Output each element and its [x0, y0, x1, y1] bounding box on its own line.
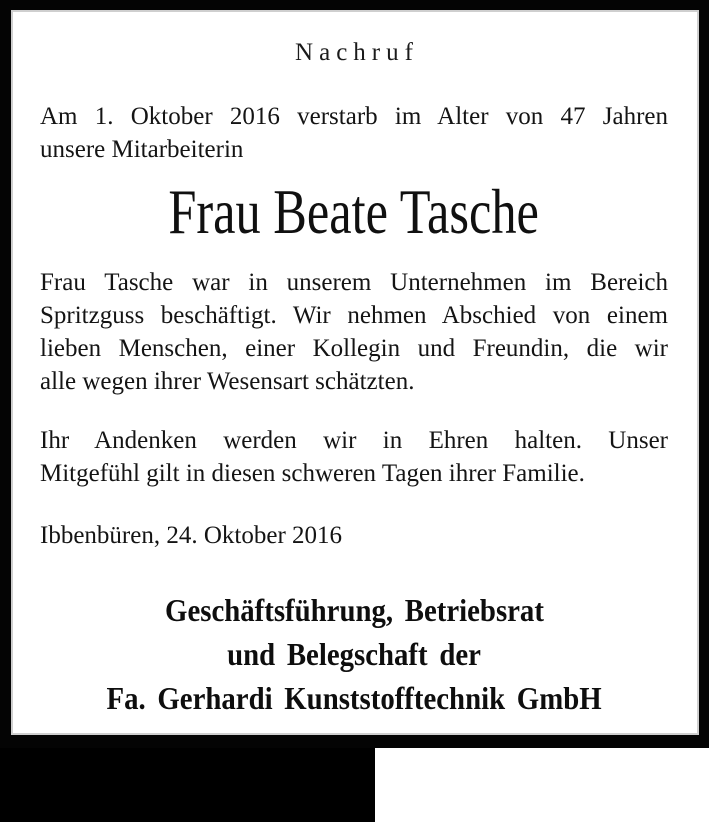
- signature-text-2: und Belegschaft der: [227, 636, 481, 672]
- body1-line-2: Spritzguss beschäftigt. Wir nehmen Abschied von einem: [40, 302, 668, 329]
- body1-line-1: Frau Tasche war in unserem Unternehmen im Bereich: [40, 269, 668, 296]
- deceased-name: Frau Beate Tasche: [168, 177, 540, 247]
- body1-line-4: alle wegen ihrer Wesensart schätzten.: [40, 368, 415, 395]
- signature-line-2: [40, 632, 668, 676]
- body1-line-3: lieben Menschen, einer Kollegin und Freundin, die wir: [40, 335, 668, 362]
- body-paragraph-1: [40, 266, 668, 398]
- body2-line-1: Ihr Andenken werden wir in Ehren halten. Unser: [40, 427, 668, 454]
- bottom-black-block: [0, 748, 375, 822]
- signature-text-3: Fa. Gerhardi Kunststofftechnik GmbH: [106, 680, 602, 716]
- signature-text-1: Geschäftsführung, Betriebsrat: [164, 592, 544, 628]
- intro-line-1: Am 1. Oktober 2016 verstarb im Alter von 47 Jahren: [40, 103, 668, 130]
- intro-line-2: unsere Mitarbeiterin: [40, 136, 244, 163]
- body2-line-2: Mitgefühl gilt in diesen schweren Tagen ihrer Familie.: [40, 460, 585, 487]
- deceased-name-heading: [40, 174, 668, 250]
- body-paragraph-2: [40, 424, 668, 490]
- intro-paragraph: [40, 100, 668, 166]
- dateline: Ibbenbüren, 24. Oktober 2016: [40, 522, 343, 549]
- notice-kicker: Nachruf: [295, 39, 419, 66]
- signature-line-1: [40, 588, 668, 632]
- signature-line-3: [40, 676, 668, 720]
- signature-block: [40, 588, 668, 720]
- dateline-block: [40, 519, 668, 552]
